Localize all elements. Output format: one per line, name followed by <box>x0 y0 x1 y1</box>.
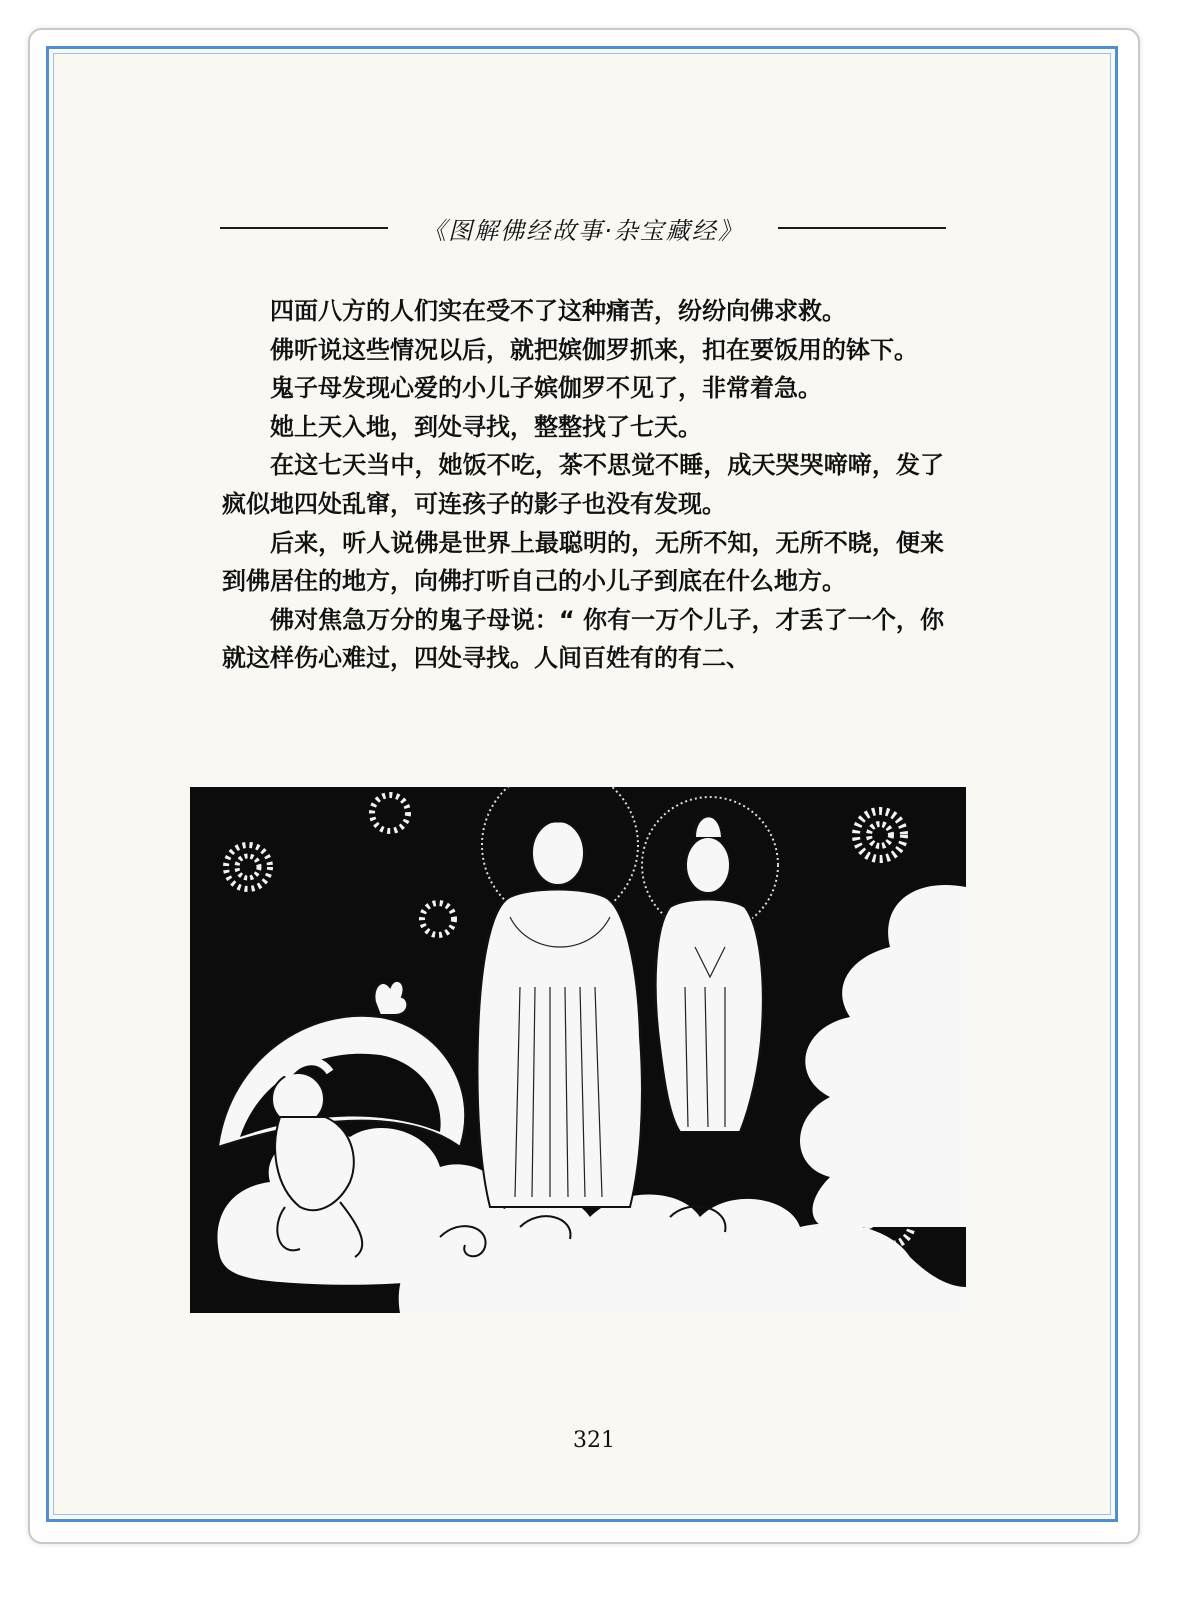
body-text <box>222 292 944 678</box>
paragraph: 四面八方的人们实在受不了这种痛苦，纷纷向佛求救。 <box>270 297 846 325</box>
paragraph: 在这七天当中，她饭不吃，茶不思觉不睡，成天哭哭啼啼，发了疯似地四处乱窜，可连孩子的影子也没有发现。 <box>222 451 944 518</box>
paragraph: 后来，听人说佛是世界上最聪明的，无所不知，无所不晓，便来到佛居住的地方，向佛打听自己的小儿子到底在什么地方。 <box>222 528 944 596</box>
paragraph: 佛听说这些情况以后，就把嫔伽罗抓来，扣在要饭用的钵下。 <box>270 335 918 364</box>
header-title: 《图解佛经故事·杂宝藏经》 <box>422 216 744 245</box>
header-rule-left <box>220 227 388 229</box>
paragraph: 鬼子母发现心爱的小儿子嫔伽罗不见了，非常着急。 <box>270 374 822 403</box>
running-header <box>220 210 946 246</box>
page-number: 321 <box>573 1428 615 1453</box>
woodcut-illustration <box>190 787 966 1313</box>
paragraph: 她上天入地，到处寻找，整整找了七天。 <box>270 412 702 441</box>
paragraph: 佛对焦急万分的鬼子母说：“ 你有一万个儿子，才丢了一个，你就这样伤心难过，四处寻找。人间百姓有的有二、 <box>222 605 944 673</box>
header-rule-right <box>778 227 946 229</box>
